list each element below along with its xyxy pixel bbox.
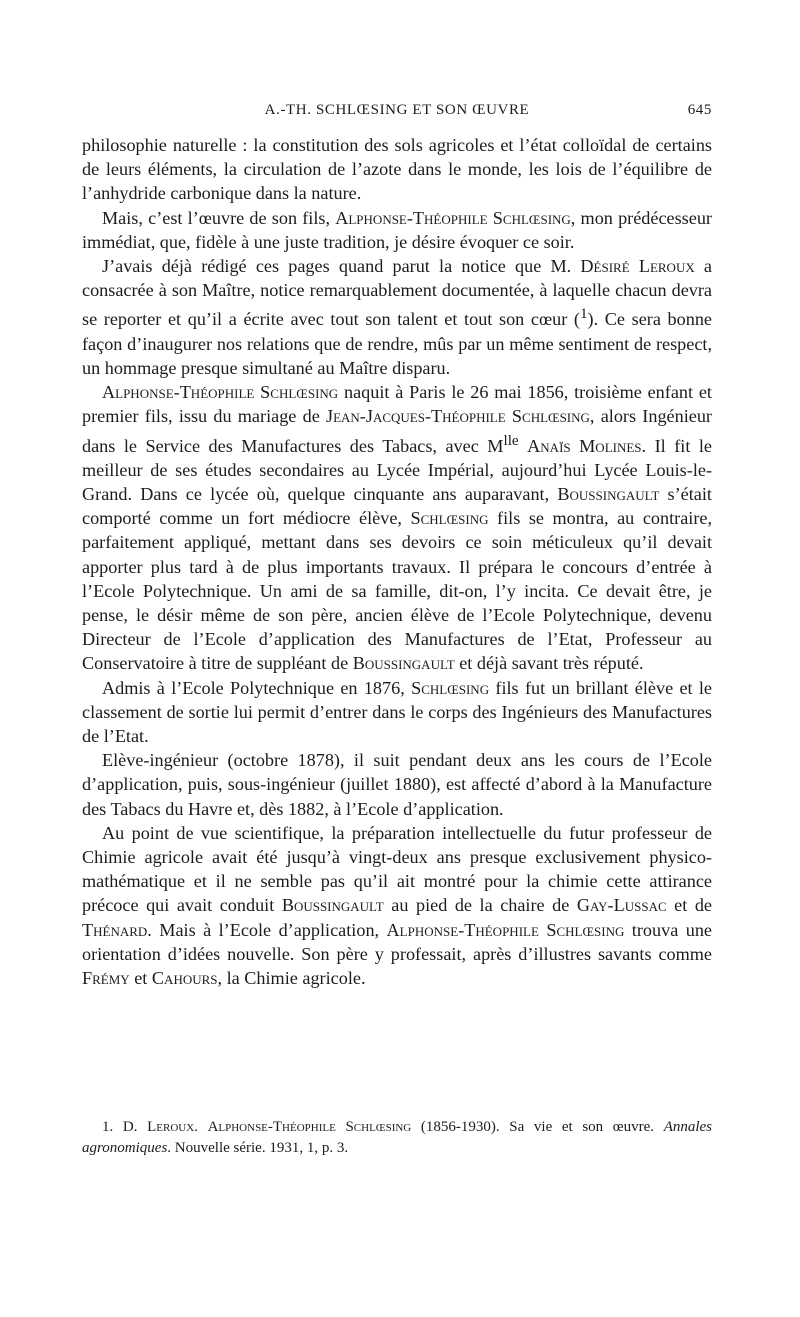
journal-title: Annales agronomiques — [82, 1119, 713, 1156]
footnote-number: 1. — [102, 1119, 114, 1135]
person-name: Jean-Jacques-Théophile Schlœsing — [326, 406, 590, 427]
person-name: Anaïs Molines — [527, 435, 642, 456]
title-abbreviation: lle — [503, 431, 519, 449]
paragraph-1: philosophie naturelle : la constitution des sols agricoles et l’état colloïdal de certains de leurs éléments, la circulation de l’azote dans le monde, les lois de l’équilibre de l’anhydride carbonique dans la nature. — [82, 135, 712, 204]
running-header — [82, 102, 712, 122]
running-title: A.-TH. SCHLŒSING ET SON ŒUVRE — [264, 102, 530, 118]
text-run: . Nouvelle série. 1931, 1, p. 3. — [167, 1140, 349, 1156]
person-name: Désiré Leroux — [580, 256, 695, 277]
text-run: fils fut un brillant élève et le classement de sortie lui permit d’entrer dans le corps des Ingénieurs des Manufactures de l’Etat. — [82, 677, 713, 746]
text-run: et de — [666, 895, 712, 916]
person-name: Alphonse-Théophile Schlœsing — [386, 919, 625, 940]
text-run: a consacrée à son Maître, notice remarquablement documentée, à laquelle chacun devra se reporter et qu’il a écrite avec tout son talent et tout son cœur ( — [82, 256, 713, 330]
text-run: Mais, c’est l’œuvre de son fils, — [102, 207, 336, 228]
person-name: Alphonse-Théophile Schlœsing — [207, 1119, 412, 1135]
text-run: trouva une orientation d’idées nouvelle. Son père y professait, après d’illustres savants comme — [82, 919, 712, 964]
text-run: et déjà savant très réputé. — [454, 653, 644, 674]
text-run: s’était comporté comme un fort médiocre élève, — [82, 483, 712, 529]
person-name: Boussingault — [352, 653, 455, 674]
person-name: Alphonse-Théophile Schlœsing — [102, 382, 339, 403]
person-name: Gay-Lussac — [576, 895, 667, 916]
paragraph-3 — [82, 254, 712, 380]
text-run: J’avais déjà rédigé ces pages quand parut la notice que M. — [102, 256, 581, 277]
person-name: Schlœsing — [410, 508, 489, 529]
paragraph-2 — [82, 206, 712, 254]
text-run: Au point de vue scientifique, la préparation intellectuelle du futur professeur de Chimie agricole avait été jusqu’à vingt-deux ans presque exclusivement physico-mathématique et il ne semble pas qu’il ait montré pour la chimie cette attirance précoce qui avait conduit — [82, 822, 712, 916]
person-name: Thénard — [82, 919, 148, 940]
footnote-author: D. Leroux — [122, 1119, 195, 1135]
text-run: au pied de la chaire de — [383, 895, 577, 916]
paragraph-7 — [82, 821, 712, 990]
paragraph-6: Elève-ingénieur (octobre 1878), il suit pendant deux ans les cours de l’Ecole d’application, puis, sous-ingénieur (juillet 1880), est affecté d’abord à la Manufacture des Tabacs du Havre et, dès 1882, à l’Ecole d’application. — [82, 750, 712, 819]
person-name: Boussingault — [557, 483, 660, 504]
text-run: ). Ce sera bonne façon d’inaugurer nos relations que de rendre, mûs par un même sentiment de respect, un hommage presque simultané au Maître disparu. — [82, 309, 712, 378]
person-name: Cahours — [151, 968, 218, 989]
text-run: Admis à l’Ecole Polytechnique en 1876, — [102, 677, 412, 698]
person-name: Schlœsing — [411, 677, 490, 698]
text-run: naquit à Paris le 26 mai 1856, troisième enfant et premier fils, issu du mariage de — [82, 382, 712, 427]
paragraph-5 — [82, 676, 712, 749]
person-name: Alphonse-Théophile Schlœsing — [335, 207, 571, 228]
page-number: 645 — [687, 102, 712, 118]
body-text — [82, 133, 712, 990]
text-run: . Mais à l’Ecole d’application, — [147, 919, 387, 940]
person-name: Frémy — [82, 968, 130, 989]
text-run: . — [194, 1119, 208, 1135]
text-run: et — [129, 968, 152, 989]
footnotes — [82, 1117, 712, 1159]
paragraph-4 — [82, 380, 712, 676]
text-run: (1856-1930). Sa vie et son œuvre. — [411, 1119, 664, 1135]
footnote-reference[interactable]: 1 — [579, 305, 588, 323]
text-run: . Il fit le meilleur de ses études secondaires au Lycée Impérial, aujourd’hui Lycée Louis-le-Grand. Dans ce lycée où, quelque cinquante ans auparavant, — [82, 435, 713, 504]
text-run: , alors Ingénieur dans le Service des Manufactures des Tabacs, avec M — [82, 406, 712, 456]
text-run: , mon prédécesseur immédiat, que, fidèle à une juste tradition, je désire évoquer ce soir. — [82, 207, 712, 252]
text-run — [519, 436, 528, 456]
footnote-1 — [82, 1117, 712, 1159]
person-name: Boussingault — [281, 895, 384, 916]
text-run: fils se montra, au contraire, parfaitement appliqué, mettant dans ses devoirs ce soin méticuleux qu’il devait apporter plus tard à de plus importants travaux. Il prépara le concours d’entrée à l’Ecole Polytechnique. Un ami de sa famille, dit-on, l’y incita. Ce devait être, je pense, le désir même de son père, ancien élève de l’Ecole Polytechnique, devenu Directeur de l’Ecole d’application des Manufactures de l’Etat, Professeur au Conservatoire à titre de suppléant de — [82, 508, 712, 674]
text-run: , la Chimie agricole. — [217, 968, 366, 989]
